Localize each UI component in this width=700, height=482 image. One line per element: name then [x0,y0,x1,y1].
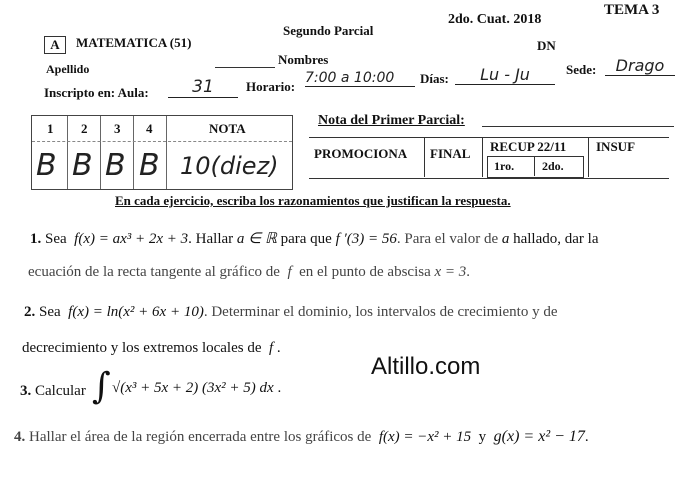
exercise-4-text: Hallar el área de la región encerrada entre los gráficos de [29,429,372,445]
grades-table [31,115,293,190]
materia-label: MATEMATICA (51) [76,35,192,50]
exercise-2-number: 2. [24,304,36,320]
nota-primer-parcial-line [482,126,674,127]
horario-label: Horario: [246,79,296,94]
exercise-4-function-f: f(x) = −x² + 15 [378,429,472,445]
grade-value-4: B [139,148,160,183]
exercise-4-number: 4. [14,429,26,445]
exercise-1-line-2: ecuación de la recta tangente al gráfico de f en el punto de abscisa x = 3. [28,264,471,280]
cuatrimestre-label: 2do. Cuat. 2018 [448,12,542,27]
dias-label: Días: [420,71,449,86]
grade-header-3: 3 [114,121,121,136]
dn-label: DN [537,38,556,53]
grade-value-2: B [72,148,93,183]
exercise-4: 4. Hallar el área de la región encerrada entre los gráficos de f(x) = −x² + 15 y g(x) = x² − 17. [14,428,589,445]
exercise-1-text: Sea [45,231,67,247]
tema-letter: A [50,37,60,52]
tema-letter-box [44,36,66,54]
exercise-1-function: f(x) = ax³ + 2x + 3 [74,231,189,247]
exercise-2-text: Sea [39,304,61,320]
exercise-2-line-2: decrecimiento y los extremos locales de f . [22,340,281,356]
apellido-label: Apellido [46,62,90,76]
exercise-2-function: f(x) = ln(x² + 6x + 10) [68,304,204,320]
exercise-3-number: 3. [20,383,32,399]
exercise-1-condition: f ′(3) = 56 [335,231,397,247]
exercise-4-function-g: g(x) = x² − 17 [493,428,585,445]
exercise-2: 2. Sea f(x) = ln(x² + 6x + 10). Determinar el dominio, los intervalos de crecimiento y de [24,304,558,320]
exercise-3-integrand: √(x³ + 5x + 2) (3x² + 5) dx . [112,380,282,396]
grade-value-1: B [36,148,57,183]
instruction-text: En cada ejercicio, escriba los razonamientos que justifican la respuesta. [115,193,511,208]
nota-primer-parcial-label: Nota del Primer Parcial: [318,113,465,128]
integral-sign: ∫ [92,366,111,407]
status-divider-3 [588,137,589,177]
sede-value: Drago [605,56,675,76]
recup-1ro: 1ro. [494,159,515,173]
grade-value-nota: 10(diez) [180,152,279,180]
inscripto-label: Inscripto en: Aula: [44,85,149,100]
apellido-line [215,67,275,68]
grade-header-4: 4 [146,121,153,136]
dias-value: Lu - Ju [455,65,555,85]
tema-label: TEMA 3 [604,2,660,18]
exercise-1-number: 1. [30,231,42,247]
grade-header-2: 2 [81,121,88,136]
exercise-1: 1. Sea f(x) = ax³ + 2x + 3. Hallar a ∈ ℝ para que f ′(3) = 56. Para el valor de a hallado, dar la [30,231,599,247]
parcial-label: Segundo Parcial [283,23,374,38]
exercise-1-param: a ∈ ℝ [236,231,277,247]
horario-value: 7:00 a 10:00 [305,70,415,87]
promociona-label: PROMOCIONA [314,146,408,161]
grade-header-1: 1 [47,121,54,136]
sede-label: Sede: [566,62,597,77]
watermark: Altillo.com [371,353,481,380]
recup-sub-divider [534,156,535,176]
aula-value: 31 [168,77,238,98]
exercise-3-text: Calcular [35,383,86,399]
status-divider-2 [482,137,483,177]
insuf-label: INSUF [596,139,636,154]
grade-value-3: B [105,148,126,183]
recup-label: RECUP 22/11 [490,139,567,154]
grade-header-nota: NOTA [209,121,246,136]
recup-2do: 2do. [542,159,564,173]
nombres-label: Nombres [278,52,329,67]
final-label: FINAL [430,146,471,161]
status-divider-1 [424,137,425,177]
exercise-3 [20,383,86,400]
